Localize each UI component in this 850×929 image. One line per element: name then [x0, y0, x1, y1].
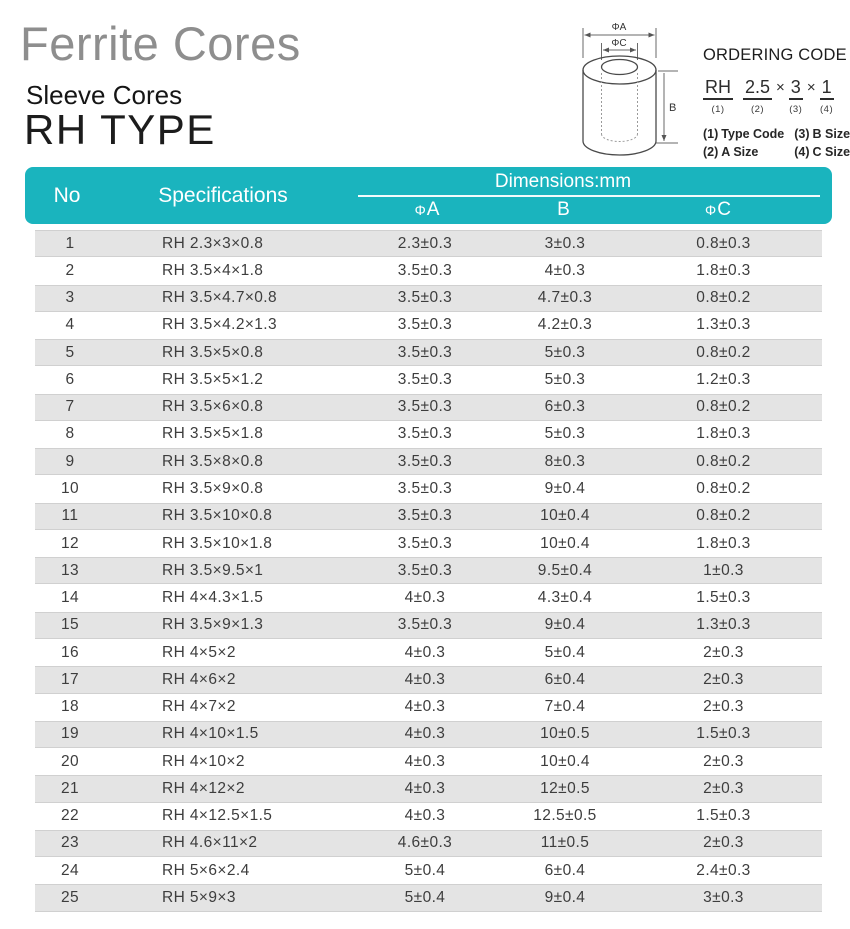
cell-b: 9.5±0.4 — [537, 561, 593, 579]
multiply-sign: × — [776, 79, 785, 96]
cell-phi-a: 3.5±0.3 — [397, 561, 453, 579]
table-row — [35, 339, 822, 366]
table-row — [35, 366, 822, 393]
table-row — [35, 421, 822, 448]
cell-b: 4.3±0.4 — [537, 589, 593, 607]
cell-no: 5 — [65, 343, 75, 361]
cell-b: 4±0.3 — [544, 261, 586, 279]
cell-phi-a: 4±0.3 — [404, 698, 446, 716]
cell-no: 4 — [65, 316, 75, 334]
legend-key: (3) — [794, 126, 810, 141]
cell-phi-c: 1.8±0.3 — [696, 261, 751, 279]
cell-no: 1 — [65, 234, 75, 252]
cell-no: 12 — [60, 534, 80, 552]
diagram-label-phi-a: ΦA — [611, 22, 627, 33]
column-header-no: No — [53, 183, 81, 207]
cell-specification: RH 3.5×9×1.3 — [162, 616, 264, 634]
cell-phi-a: 3.5±0.3 — [397, 370, 453, 388]
cell-no: 16 — [60, 643, 80, 661]
cell-phi-c: 2±0.3 — [703, 670, 744, 688]
cell-b: 5±0.3 — [544, 343, 586, 361]
cell-specification: RH 5×9×3 — [162, 889, 236, 906]
cell-b: 8±0.3 — [544, 452, 586, 470]
page-subtitle: Sleeve Cores — [26, 80, 183, 110]
cell-specification: RH 4×5×2 — [162, 643, 236, 661]
diagram-label-phi-c: ΦC — [611, 38, 627, 49]
table-row — [35, 694, 822, 721]
cell-phi-c: 1.8±0.3 — [696, 534, 751, 552]
cell-b: 6±0.4 — [544, 670, 586, 688]
cell-specification: RH 3.5×10×1.8 — [162, 534, 273, 552]
cell-phi-c: 3±0.3 — [703, 889, 744, 906]
cell-phi-a: 3.5±0.3 — [397, 289, 453, 307]
cell-no: 18 — [60, 698, 80, 716]
cell-b: 9±0.4 — [544, 616, 586, 634]
cell-phi-a: 3.5±0.3 — [397, 534, 453, 552]
table-row — [35, 530, 822, 557]
cell-specification: RH 3.5×8×0.8 — [162, 452, 264, 470]
cell-phi-a: 3.5±0.3 — [397, 507, 453, 525]
cell-specification: RH 3.5×5×0.8 — [162, 343, 264, 361]
table-row — [35, 884, 822, 911]
table-row — [35, 721, 822, 748]
core-dimension-diagram — [568, 10, 688, 162]
cell-phi-c: 1.5±0.3 — [696, 589, 751, 607]
cell-b: 12.5±0.5 — [533, 807, 597, 825]
cell-specification: RH 4×12.5×1.5 — [162, 807, 273, 825]
cell-phi-c: 1.5±0.3 — [696, 807, 751, 825]
ordering-code-index-2: (2) — [750, 103, 765, 115]
ordering-code-value — [703, 78, 849, 115]
cell-phi-c: 2±0.3 — [703, 643, 744, 661]
cell-b: 5±0.4 — [544, 643, 586, 661]
cell-phi-a: 4±0.3 — [404, 752, 446, 770]
cell-specification: RH 3.5×9×0.8 — [162, 480, 264, 498]
cell-specification: RH 4.6×11×2 — [162, 834, 258, 852]
table-row — [35, 857, 822, 884]
multiply-sign: × — [806, 79, 816, 96]
cell-phi-a: 4±0.3 — [404, 670, 446, 688]
legend-item-c-size — [794, 145, 850, 159]
cell-phi-a: 4±0.3 — [404, 725, 446, 743]
cell-phi-c: 2±0.3 — [703, 779, 744, 797]
ordering-part-type-code — [703, 78, 733, 115]
cell-b: 5±0.3 — [544, 425, 586, 443]
table-row — [35, 639, 822, 666]
cell-no: 24 — [60, 861, 80, 879]
cell-no: 25 — [60, 889, 80, 906]
cell-phi-a: 2.3±0.3 — [397, 234, 453, 252]
ordering-code-index-4: (4) — [820, 103, 834, 115]
cell-b: 10±0.4 — [540, 534, 590, 552]
ordering-part-c-size — [820, 78, 834, 115]
cell-b: 4.2±0.3 — [537, 316, 593, 334]
cell-phi-a: 5±0.4 — [404, 889, 446, 906]
cell-phi-c: 0.8±0.3 — [696, 234, 751, 252]
legend-label: B Size — [812, 126, 850, 141]
cell-b: 10±0.5 — [540, 725, 590, 743]
cell-phi-a: 3.5±0.3 — [397, 616, 453, 634]
cell-phi-c: 0.8±0.2 — [696, 398, 751, 416]
cell-no: 19 — [60, 725, 80, 743]
cell-b: 12±0.5 — [540, 779, 590, 797]
cell-no: 23 — [60, 834, 80, 852]
cell-phi-c: 0.8±0.2 — [696, 452, 751, 470]
legend-label: Type Code — [721, 126, 785, 141]
cell-no: 11 — [61, 507, 79, 525]
cell-no: 7 — [65, 398, 75, 416]
cell-phi-c: 2.4±0.3 — [696, 861, 751, 879]
table-row — [35, 803, 822, 830]
table-row — [35, 666, 822, 693]
table-row — [35, 557, 822, 584]
ordering-code-legend — [703, 127, 849, 159]
cell-no: 22 — [60, 807, 80, 825]
cell-specification: RH 3.5×5×1.2 — [162, 370, 264, 388]
table-row — [35, 257, 822, 284]
column-letter: C — [717, 199, 731, 220]
cell-b: 10±0.4 — [540, 752, 590, 770]
cell-specification: RH 4×12×2 — [162, 779, 245, 797]
cell-phi-c: 1±0.3 — [703, 561, 744, 579]
cell-specification: RH 3.5×10×0.8 — [162, 507, 273, 525]
cell-no: 8 — [65, 425, 75, 443]
cell-phi-a: 4±0.3 — [404, 643, 446, 661]
legend-key: (4) — [794, 144, 810, 159]
table-row — [35, 775, 822, 802]
cell-phi-a: 4±0.3 — [404, 589, 446, 607]
column-header-phi-c — [668, 197, 768, 223]
cell-no: 2 — [65, 261, 75, 279]
cell-specification: RH 3.5×4.7×0.8 — [162, 289, 278, 307]
cell-phi-a: 3.5±0.3 — [397, 398, 453, 416]
cell-phi-c: 2±0.3 — [703, 752, 744, 770]
cell-b: 6±0.3 — [544, 398, 586, 416]
cell-specification: RH 2.3×3×0.8 — [162, 234, 264, 252]
ordering-part-a-size — [743, 78, 772, 115]
table-row — [35, 312, 822, 339]
table-row — [35, 830, 822, 857]
cell-b: 10±0.4 — [540, 507, 590, 525]
cell-phi-c: 1.3±0.3 — [696, 316, 751, 334]
cell-specification: RH 4×6×2 — [162, 670, 236, 688]
cell-specification: RH 4×7×2 — [162, 698, 236, 716]
cell-phi-a: 3.5±0.3 — [397, 261, 453, 279]
cell-phi-c: 0.8±0.2 — [696, 507, 751, 525]
table-row — [35, 612, 822, 639]
table-row — [35, 584, 822, 611]
column-header-dimensions: Dimensions:mm — [494, 171, 632, 192]
cell-specification: RH 4×10×2 — [162, 752, 245, 770]
ordering-code-panel — [703, 46, 849, 159]
cell-b: 4.7±0.3 — [537, 289, 593, 307]
cell-no: 20 — [60, 752, 80, 770]
legend-label: A Size — [721, 144, 759, 159]
ordering-code-index-3: (3) — [789, 103, 803, 115]
cell-phi-a: 4±0.3 — [404, 779, 446, 797]
cell-b: 11±0.5 — [540, 834, 590, 852]
cell-phi-c: 1.8±0.3 — [696, 425, 751, 443]
table-row — [35, 475, 822, 502]
cell-no: 3 — [65, 289, 75, 307]
cell-no: 10 — [60, 480, 80, 498]
cell-specification: RH 3.5×4×1.8 — [162, 261, 264, 279]
cell-phi-c: 2±0.3 — [703, 834, 744, 852]
cell-phi-c: 0.8±0.2 — [696, 289, 751, 307]
cell-no: 14 — [60, 589, 80, 607]
cell-phi-a: 3.5±0.3 — [397, 343, 453, 361]
cell-no: 6 — [65, 370, 75, 388]
type-title: RH TYPE — [24, 106, 216, 153]
table-row — [35, 748, 822, 775]
ordering-code-type: RH — [703, 78, 733, 100]
cell-no: 15 — [60, 616, 80, 634]
cell-no: 9 — [65, 452, 75, 470]
legend-key: (1) — [703, 126, 719, 141]
cell-phi-a: 3.5±0.3 — [397, 425, 453, 443]
cell-b: 7±0.4 — [544, 698, 586, 716]
cylinder-drawing — [568, 10, 688, 162]
phi-symbol: Φ — [414, 202, 426, 218]
cell-specification: RH 5×6×2.4 — [162, 861, 250, 879]
column-header-specifications: Specifications — [158, 183, 288, 207]
page-title: Ferrite Cores — [20, 17, 301, 70]
table-row — [35, 230, 822, 257]
phi-symbol: Φ — [705, 202, 717, 218]
cell-b: 6±0.4 — [544, 861, 586, 879]
legend-key: (2) — [703, 144, 719, 159]
cell-b: 5±0.3 — [544, 370, 586, 388]
legend-item-b-size — [794, 127, 850, 141]
cell-b: 9±0.4 — [544, 480, 586, 498]
cell-no: 17 — [60, 670, 80, 688]
cell-specification: RH 4×10×1.5 — [162, 725, 259, 743]
cell-no: 13 — [60, 561, 80, 579]
ordering-code-b-size: 3 — [789, 78, 803, 100]
ordering-code-heading: ORDERING CODE — [703, 46, 847, 64]
column-header-b — [513, 197, 613, 223]
cell-phi-c: 2±0.3 — [703, 698, 744, 716]
cell-phi-c: 1.3±0.3 — [696, 616, 751, 634]
table-body — [35, 230, 822, 912]
cell-no: 21 — [60, 779, 80, 797]
cell-b: 9±0.4 — [544, 889, 586, 906]
column-letter: B — [557, 199, 570, 220]
cell-phi-a: 3.5±0.3 — [397, 316, 453, 334]
cell-specification: RH 3.5×9.5×1 — [162, 561, 264, 579]
cell-phi-a: 3.5±0.3 — [397, 452, 453, 470]
cell-specification: RH 4×4.3×1.5 — [162, 589, 264, 607]
ordering-code-c-size: 1 — [820, 78, 834, 100]
cell-phi-c: 1.2±0.3 — [696, 370, 751, 388]
legend-item-a-size — [703, 145, 784, 159]
table-header — [25, 167, 832, 224]
table-row — [35, 448, 822, 475]
legend-item-type-code — [703, 127, 784, 141]
ordering-code-index-1: (1) — [711, 103, 725, 115]
ordering-part-b-size — [789, 78, 803, 115]
cell-phi-c: 0.8±0.2 — [696, 480, 751, 498]
cell-specification: RH 3.5×5×1.8 — [162, 425, 264, 443]
cell-phi-c: 1.5±0.3 — [696, 725, 751, 743]
cell-phi-a: 4.6±0.3 — [397, 834, 453, 852]
ordering-code-a-size: 2.5 — [743, 78, 772, 100]
table-row — [35, 503, 822, 530]
column-letter: A — [426, 199, 440, 220]
legend-label: C Size — [812, 144, 850, 159]
cell-specification: RH 3.5×6×0.8 — [162, 398, 264, 416]
cell-phi-a: 5±0.4 — [404, 861, 446, 879]
table-row — [35, 394, 822, 421]
cell-b: 3±0.3 — [544, 234, 586, 252]
cell-phi-a: 3.5±0.3 — [397, 480, 453, 498]
cell-specification: RH 3.5×4.2×1.3 — [162, 316, 278, 334]
diagram-label-b: B — [669, 102, 677, 114]
column-header-phi-a — [377, 197, 477, 223]
cell-phi-a: 4±0.3 — [404, 807, 446, 825]
table-row — [35, 285, 822, 312]
cell-phi-c: 0.8±0.2 — [696, 343, 751, 361]
